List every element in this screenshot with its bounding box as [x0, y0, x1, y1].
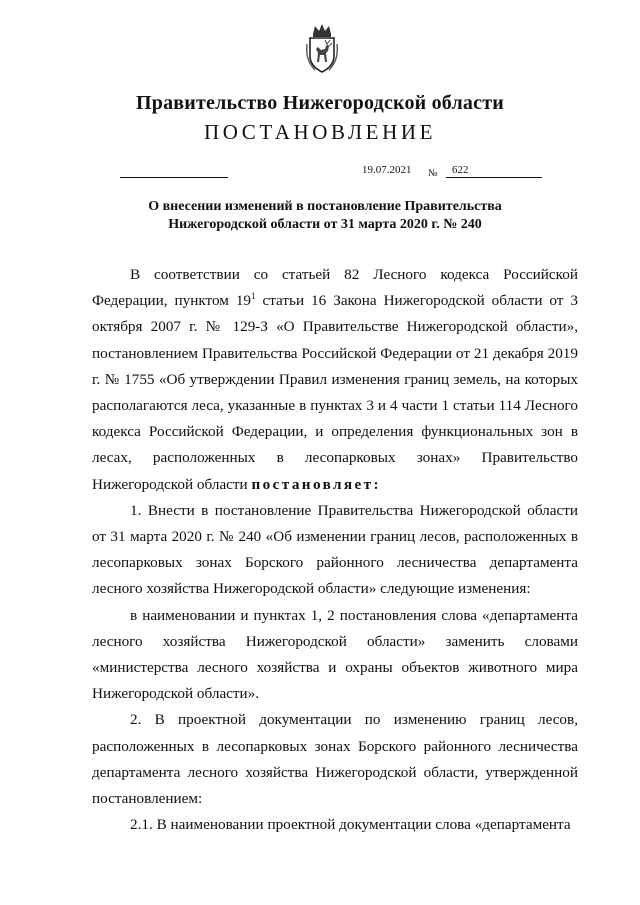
number-line	[446, 177, 542, 178]
government-title: Правительство Нижегородской области	[136, 92, 504, 114]
preamble-text-2: статьи 16 Закона Нижегородской области от 3 октября 2007 г. № 129-З «О Правительстве Нижегородской области», постановлением Правительства Российской Федерации от 21 декабря 2019 г. № 1755 «Об утверждении Правил изменения границ земель, на которых располагаются леса, указанные в пунктах 3 и 4 части 1 статьи 114 Лесного кодекса Российской Федерации, и определения функциональных зон в лесах, расположенных в лесопарковых зонах» Правительство Нижегородской области	[92, 292, 578, 493]
decree-word: постановляет:	[251, 475, 381, 493]
preamble-superscript: 1	[251, 291, 256, 302]
document-type: ПОСТАНОВЛЕНИЕ	[203, 120, 437, 144]
number-sign: №	[428, 168, 438, 179]
subject-line-2: Нижегородской области от 31 марта 2020 г. № 240	[168, 217, 482, 232]
document-date: 19.07.2021	[362, 164, 412, 176]
document-body	[92, 262, 578, 838]
preamble-text-1: В соответствии со статьей 82 Лесного кодекса Российской Федерации, пунктом 19	[92, 266, 578, 310]
document-subject	[140, 198, 510, 234]
paragraph-1-sub: в наименовании и пунктах 1, 2 постановления слова «департамента лесного хозяйства Нижегородской области» заменить словами «министерства лесного хозяйства и охраны объектов животного мира Нижегородской области».	[92, 606, 578, 703]
coat-of-arms-icon	[303, 22, 341, 74]
paragraph-1: 1. Внести в постановление Правительства Нижегородской области от 31 марта 2020 г. № 240 «Об изменении границ лесов, расположенных в лесопарковых зонах Борского районного лесничества департамента лесного хозяйства Нижегородской области» следующие изменения:	[92, 501, 578, 598]
date-line-left	[120, 177, 228, 178]
paragraph-2-1: 2.1. В наименовании проектной документации слова «департамента	[130, 816, 571, 834]
paragraph-2: 2. В проектной документации по изменению границ лесов, расположенных в лесопарковых зонах Борского районного лесничества департамента лесного хозяйства Нижегородской области, утвержденной постановлением:	[92, 711, 578, 808]
paragraph-preamble	[92, 262, 578, 498]
subject-line-1: О внесении изменений в постановление Правительства	[148, 199, 502, 214]
document-number: 622	[452, 164, 469, 176]
